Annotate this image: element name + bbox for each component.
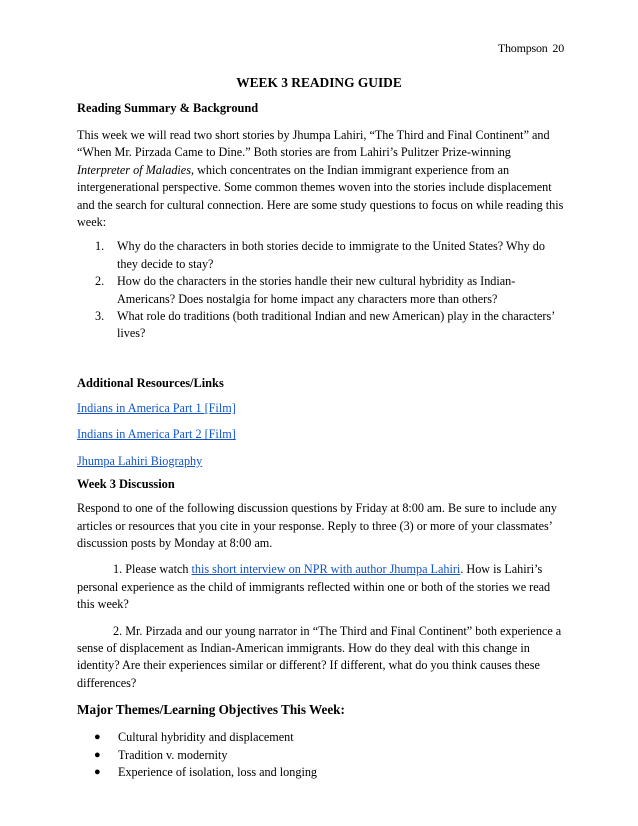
objective-text: Cultural hybridity and displacement <box>118 730 294 745</box>
objective-item <box>94 729 565 746</box>
page-title: WEEK 3 READING GUIDE <box>236 75 402 90</box>
objective-item <box>94 747 565 764</box>
npr-interview-link[interactable]: this short interview on NPR with author Jhumpa Lahiri <box>191 562 461 577</box>
reading-summary-heading: Reading Summary & Background <box>77 101 259 115</box>
book-title-italic: Interpreter of Maladies, <box>77 162 195 177</box>
study-questions-list <box>77 238 565 342</box>
question-text: Why do the characters in both stories decide to immigrate to the United States? Why do they decide to stay? <box>117 239 545 271</box>
summary-text-part2: which concentrates on the Indian immigrant experience from an intergenerational perspective. Some common themes woven into the stories include displacement and the search for cultural connection. Here are some study questions to focus on while reading this week: <box>77 162 564 230</box>
objective-text: Tradition v. modernity <box>118 747 228 762</box>
objective-text: Experience of isolation, loss and longing <box>118 764 318 779</box>
running-head: Thompson 20 <box>497 41 564 55</box>
summary-text-part1: This week we will read two short stories by Jhumpa Lahiri, “The Third and Final Continent” and “When Mr. Pirzada Came to Dine.” Both stories are from Lahiri’s Pulitzer Prize-winning <box>77 128 550 160</box>
reading-summary-paragraph <box>77 127 565 231</box>
study-question-item <box>95 308 565 343</box>
additional-resources-heading: Additional Resources/Links <box>77 375 224 390</box>
study-question-item <box>95 273 565 308</box>
discussion-question-2: 2. Mr. Pirzada and our young narrator in “The Third and Final Continent” both experience a sense of displacement as Indian-American immigrants. How do they deal with this change in identity? Are their experiences similar or different? If different, what do you think causes these differences? <box>77 623 562 690</box>
week-3-discussion-heading: Week 3 Discussion <box>77 477 175 492</box>
study-question-item <box>95 238 565 273</box>
discussion-q1-suffix: . How is Lahiri’s personal experience as the child of immigrants reflected within one or both of the stories we read this week? <box>77 562 551 612</box>
objective-item <box>94 764 565 781</box>
discussion-q1-prefix: 1. Please watch <box>113 562 192 577</box>
question-number: 3. <box>95 309 105 324</box>
bullet-icon: ● <box>94 731 101 744</box>
link-jhumpa-lahiri-biography[interactable]: Jhumpa Lahiri Biography <box>77 453 203 468</box>
discussion-intro-paragraph: Respond to one of the following discussion questions by Friday at 8:00 am. Be sure to include any articles or resources that you cite in your response. Reply to three (3) or more of your classmates’ discussion posts by Monday at 8:00 am. <box>77 501 557 550</box>
bullet-icon: ● <box>94 748 101 761</box>
bullet-icon: ● <box>94 765 101 778</box>
link-indians-in-america-part-1[interactable]: Indians in America Part 1 [Film] <box>77 400 236 415</box>
learning-objectives-list <box>77 729 565 781</box>
document-body <box>77 100 565 781</box>
question-text: What role do traditions (both traditional Indian and new American) play in the characters’ lives? <box>117 309 555 341</box>
link-indians-in-america-part-2[interactable]: Indians in America Part 2 [Film] <box>77 427 236 442</box>
question-number: 2. <box>95 274 105 289</box>
question-text: How do the characters in the stories handle their new cultural hybridity as Indian-Americans? Does nostalgia for home impact any characters more than others? <box>117 274 516 306</box>
learning-objectives-heading: Major Themes/Learning Objectives This Week: <box>77 702 345 718</box>
discussion-question-1 <box>77 561 565 613</box>
question-number: 1. <box>95 239 105 254</box>
